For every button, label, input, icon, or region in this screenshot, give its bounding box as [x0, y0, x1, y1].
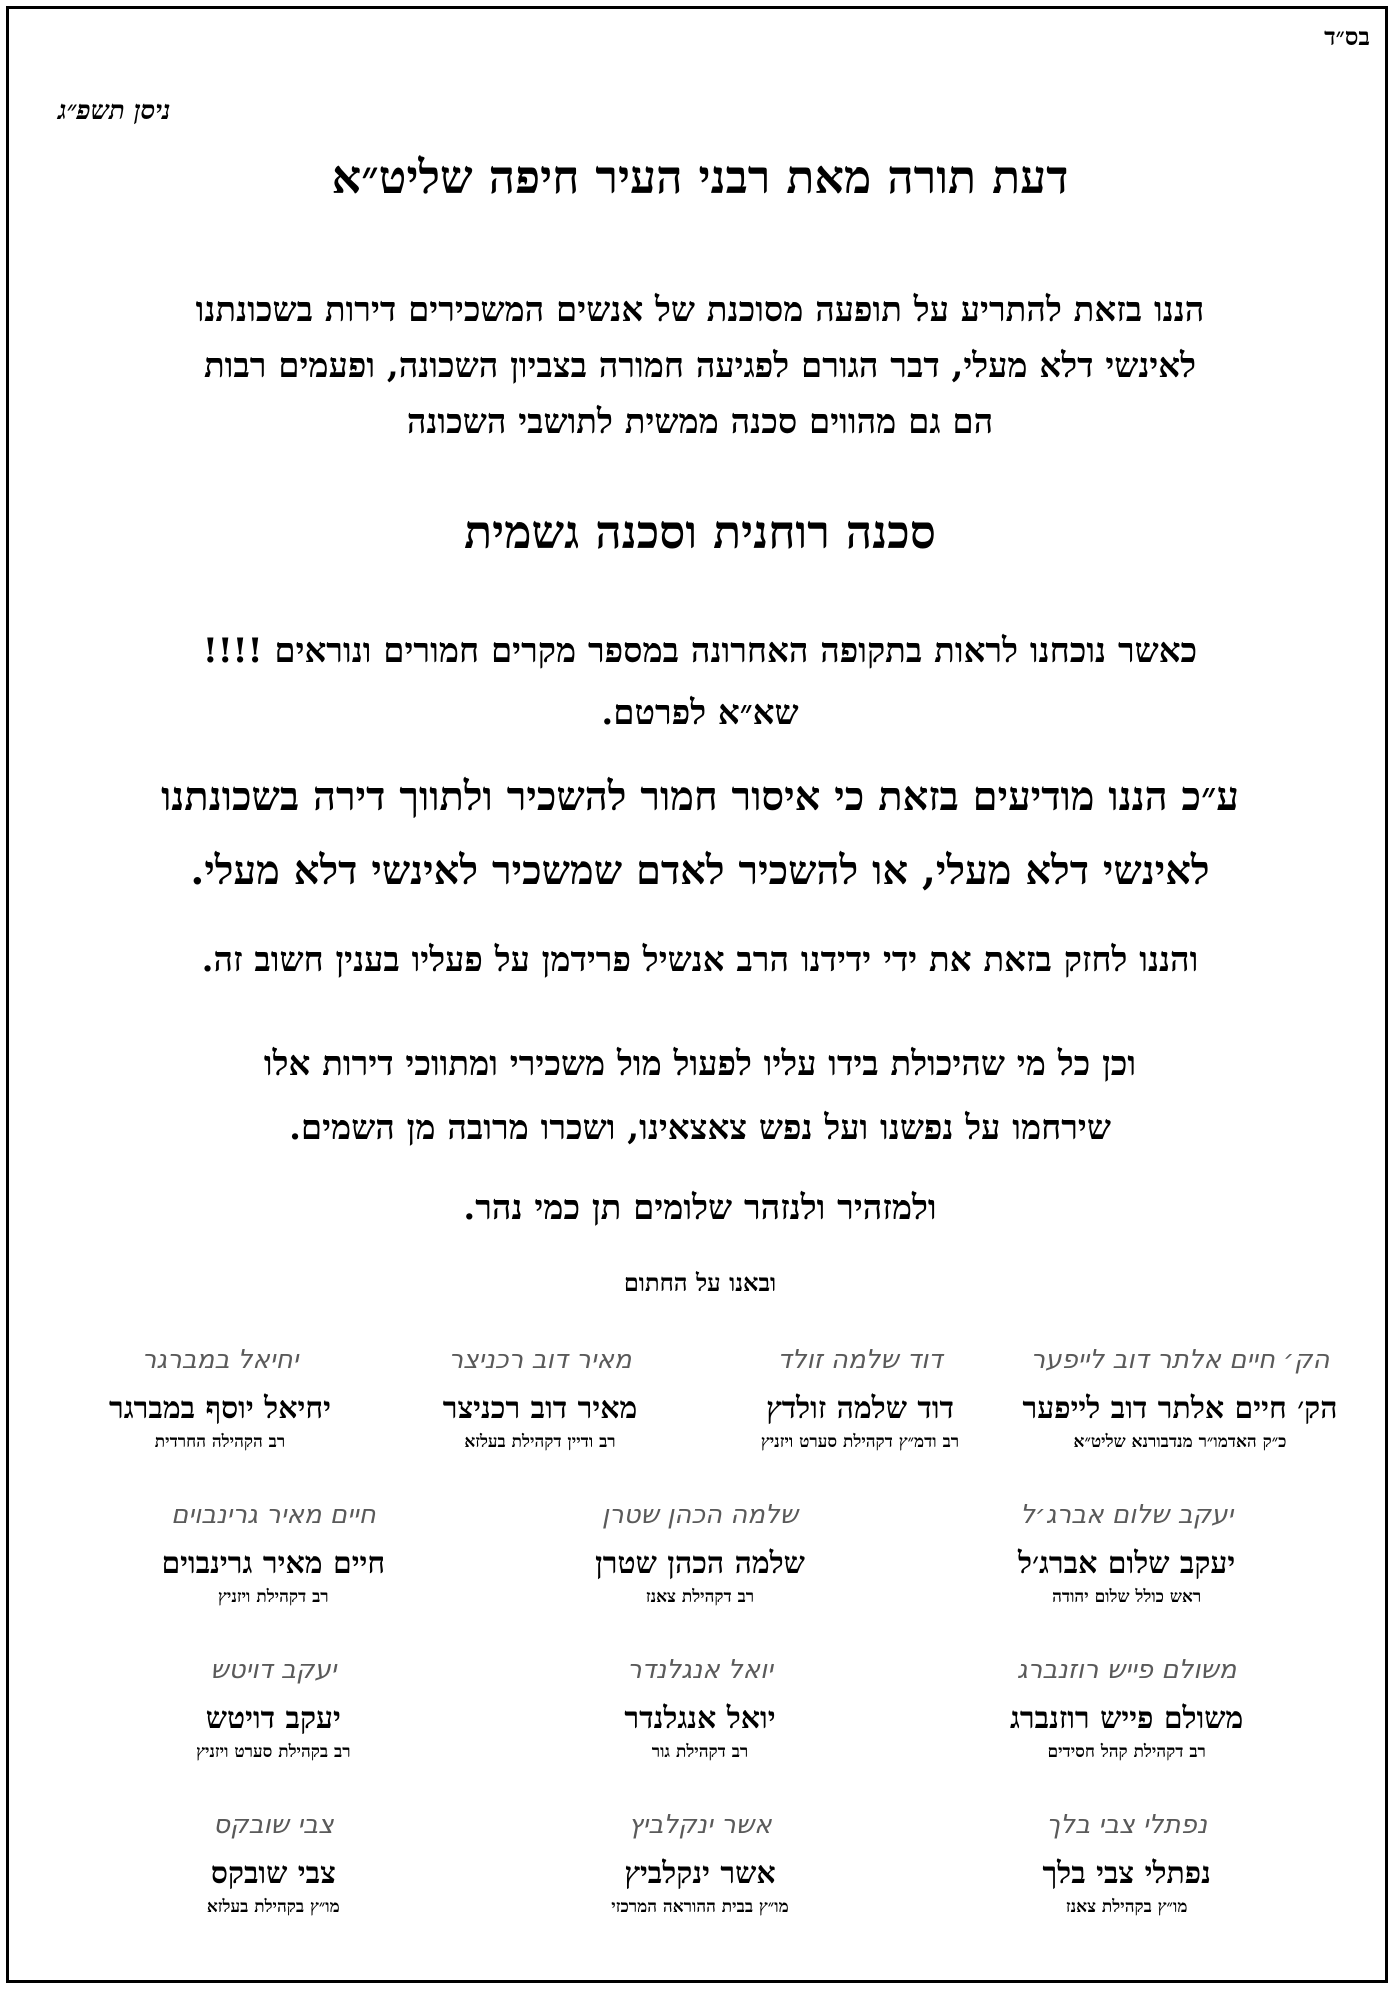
signer-title: רב דקהילת קהל חסידים: [1047, 1742, 1206, 1762]
paragraph-line: שא״א לפרטם.: [601, 693, 799, 733]
signer-title: רב דקהילת ויזניץ: [218, 1587, 329, 1607]
signer-title: מו״ץ בבית ההוראה המרכזי: [611, 1897, 789, 1917]
paragraph-line: לאינשי דלא מעלי, או להשכיר לאדם שמשכיר לאינשי דלא מעלי.: [190, 847, 1210, 894]
signer-title: ראש כולל שלום יהודה: [1052, 1587, 1202, 1607]
paragraph-line: שירחמו על נפשנו ועל נפש צאצאינו, ושכרו מרובה מן השמים.: [289, 1108, 1111, 1148]
signature-block: [380, 1330, 700, 1465]
handwritten-signature: יעקב דויטש: [210, 1655, 337, 1685]
handwritten-signature: הק׳ חיים אלתר דוב לייפער: [1030, 1345, 1330, 1375]
paragraph-warning: [30, 282, 1370, 450]
paragraph-line: ע״כ הננו מודיעים בזאת כי איסור חמור להשכיר ולתווך דירה בשכונתנו: [161, 773, 1239, 820]
handwritten-signature: מאיר דוב רכניצר: [448, 1345, 632, 1375]
bsd-mark: בס״ד: [1324, 22, 1370, 51]
signature-block: [487, 1640, 914, 1775]
handwritten-signature: צבי שובקס: [213, 1810, 334, 1840]
signer-name: נפתלי צבי בלך: [1042, 1856, 1211, 1891]
signature-row: [60, 1330, 1340, 1465]
signer-title: כ״ק האדמו״ר מנדבורנא שליט״א: [1073, 1432, 1287, 1452]
signatures-intro: ובאנו על החתום: [623, 1268, 777, 1297]
signature-block: [913, 1485, 1340, 1620]
handwritten-signature: משולם פייש רוזנברג: [1016, 1655, 1237, 1685]
signer-name: דוד שלמה זולדץ: [766, 1391, 954, 1426]
document-date: ניסן תשפ״ג: [58, 96, 171, 126]
signature-row: [60, 1485, 1340, 1620]
paragraph-prohibition: [30, 760, 1370, 908]
signature-row: [60, 1640, 1340, 1775]
paragraph-line: הננו בזאת להתריע על תופעה מסוכנת של אנשים המשכירים דירות בשכונתנו: [195, 290, 1205, 330]
handwritten-signature: יעקב שלום אברג׳ל: [1020, 1500, 1234, 1530]
signer-name: שלמה הכהן שטרן: [595, 1546, 805, 1581]
signature-block: [60, 1330, 380, 1465]
signature-block: [60, 1485, 487, 1620]
signer-title: רב דקהילת צאנז: [645, 1587, 755, 1607]
signer-title: רב ודמ״ץ דקהילת סערט ויזניץ: [760, 1432, 960, 1452]
handwritten-signature: אשר ינקלביץ: [628, 1810, 772, 1840]
signature-block: [487, 1795, 914, 1930]
signature-block: [60, 1795, 487, 1930]
signer-name: יעקב שלום אברג׳ל: [1018, 1546, 1236, 1581]
handwritten-signature: נפתלי צבי בלך: [1046, 1810, 1208, 1840]
signature-block: [1020, 1330, 1340, 1465]
paragraph-line: וכן כל מי שהיכולת בידו עליו לפעול מול משכירי ומתווכי דירות אלו: [263, 1044, 1137, 1084]
paragraph-line: לאינשי דלא מעלי, דבר הגורם לפגיעה חמורה בצביון השכונה, ופעמים רבות: [203, 346, 1197, 386]
paragraph-line: כאשר נוכחנו לראות בתקופה האחרונה במספר מקרים חמורים ונוראים !!!!: [202, 631, 1198, 671]
paragraph-call-to-action: [30, 1032, 1370, 1160]
handwritten-signature: דוד שלמה זולד: [777, 1345, 943, 1375]
signer-name: יעקב דויטש: [205, 1701, 341, 1736]
signer-name: צבי שובקס: [210, 1856, 336, 1891]
signature-block: [487, 1485, 914, 1620]
signature-block: [60, 1640, 487, 1775]
signer-title: רב דקהילת גור: [651, 1742, 749, 1762]
document-title: דעת תורה מאת רבני העיר חיפה שליט״א: [331, 150, 1069, 204]
signer-title: רב הקהילה החרדית: [154, 1432, 286, 1452]
signature-block: [913, 1795, 1340, 1930]
handwritten-signature: חיים מאיר גרינבוים: [170, 1500, 376, 1530]
signer-title: רב ודיין דקהילת בעלזא: [464, 1432, 616, 1452]
signer-name: משולם פייש רוזנברג: [1010, 1701, 1244, 1736]
paragraph-blessing: ולמזהיר ולנזהר שלומים תן כמי נהר.: [463, 1188, 937, 1228]
danger-heading: סכנה רוחנית וסכנה גשמית: [464, 505, 936, 559]
signer-title: מו״ץ בקהילת צאנז: [1065, 1897, 1188, 1917]
signer-name: יואל אנגלנדר: [624, 1701, 776, 1736]
handwritten-signature: יואל אנגלנדר: [627, 1655, 773, 1685]
signer-name: מאיר דוב רכניצר: [442, 1391, 638, 1426]
signer-name: חיים מאיר גרינבוים: [161, 1546, 386, 1581]
signatures-grid: [60, 1330, 1340, 1950]
signer-name: יחיאל יוסף במברגר: [109, 1391, 331, 1426]
handwritten-signature: יחיאל במברגר: [141, 1345, 299, 1375]
signer-name: אשר ינקלביץ: [624, 1856, 776, 1891]
paragraph-cases: [30, 620, 1370, 744]
handwritten-signature: שלמה הכהן שטרן: [601, 1500, 799, 1530]
paragraph-support: והננו לחזק בזאת את ידי ידידנו הרב אנשיל פרידמן על פעליו בענין חשוב זה.: [201, 940, 1199, 980]
signature-block: [913, 1640, 1340, 1775]
signature-block: [700, 1330, 1020, 1465]
signer-title: רב בקהילת סערט ויזניץ: [196, 1742, 351, 1762]
paragraph-line: הם גם מהווים סכנה ממשית לתושבי השכונה: [406, 402, 994, 442]
signer-title: מו״ץ בקהילת בעלזא: [206, 1897, 340, 1917]
signer-name: הק׳ חיים אלתר דוב לייפער: [1022, 1391, 1338, 1426]
signature-row: [60, 1795, 1340, 1930]
